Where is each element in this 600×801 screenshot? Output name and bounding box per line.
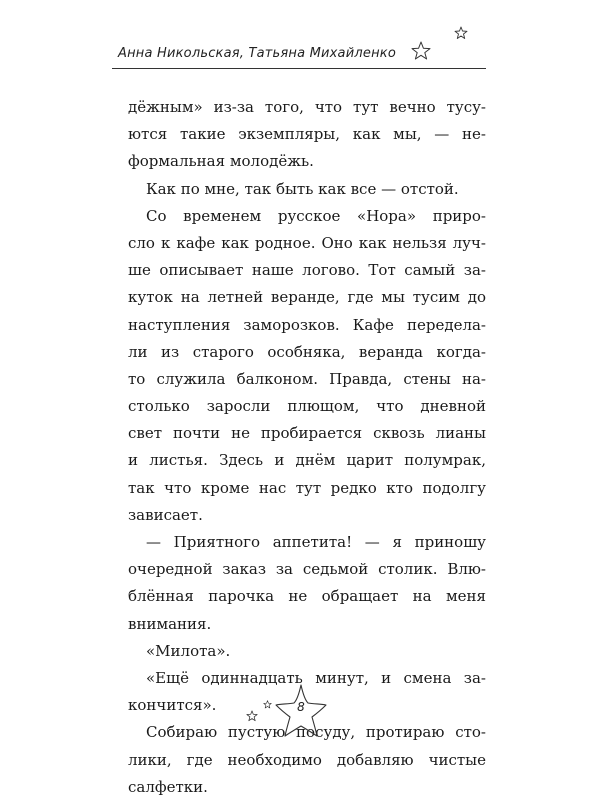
text-line: зависает.	[128, 505, 203, 524]
page-number: 8	[297, 700, 305, 714]
text-line: сло к кафе как родное. Оно как нельзя луч-	[128, 233, 486, 252]
text-line: салфетки.	[128, 777, 208, 796]
text-line: Как по мне, так быть как все — отстой.	[146, 179, 459, 198]
footer-tiny-star-icon	[263, 700, 272, 709]
text-line: кончится».	[128, 696, 217, 715]
text-line: «Милота».	[146, 641, 231, 660]
text-line: — Приятного аппетита! — я приношу	[146, 533, 486, 551]
text-line: формальная молодёжь.	[128, 152, 314, 171]
text-line: Со временем русское «Нора» приро-	[146, 206, 486, 225]
text-line: куток на летней веранде, где мы тусим до	[128, 288, 486, 307]
text-line: то служила балконом. Правда, стены на-	[128, 369, 486, 388]
text-line: очередной заказ за седьмой столик. Влю-	[128, 560, 486, 579]
text-line: Собираю пустую посуду, протираю сто-	[146, 723, 486, 742]
header-star-icon	[410, 40, 432, 62]
text-line: ше описывает наше логово. Тот самый за-	[128, 261, 486, 280]
text-line: блённая парочка не обращает на меня	[128, 587, 486, 606]
text-line: дёжным» из-за того, что тут вечно тусу-	[128, 98, 486, 116]
text-line: ли из старого особняка, веранда когда-	[128, 342, 486, 361]
text-line: свет почти не пробирается сквозь лианы	[128, 424, 486, 443]
text-line: «Ещё одиннадцать минут, и смена за-	[146, 668, 486, 687]
text-line: ются такие экземпляры, как мы, — не-	[128, 125, 486, 144]
header-small-star-icon	[454, 26, 468, 40]
text-line: наступления заморозков. Кафе переделa-	[128, 315, 486, 334]
text-line: внимания.	[128, 614, 212, 633]
text-line: и листья. Здесь и днём царит полумрак,	[128, 451, 486, 470]
text-line: так что кроме нас тут редко кто подолгу	[128, 478, 486, 497]
header-authors: Анна Никольская, Татьяна Михайленко	[118, 46, 396, 61]
text-line: лики, где необходимо добавляю чистые	[128, 750, 486, 769]
footer-small-star-icon	[246, 710, 258, 722]
text-line: столько заросли плющом, что дневной	[128, 397, 486, 416]
header-rule	[112, 68, 486, 69]
